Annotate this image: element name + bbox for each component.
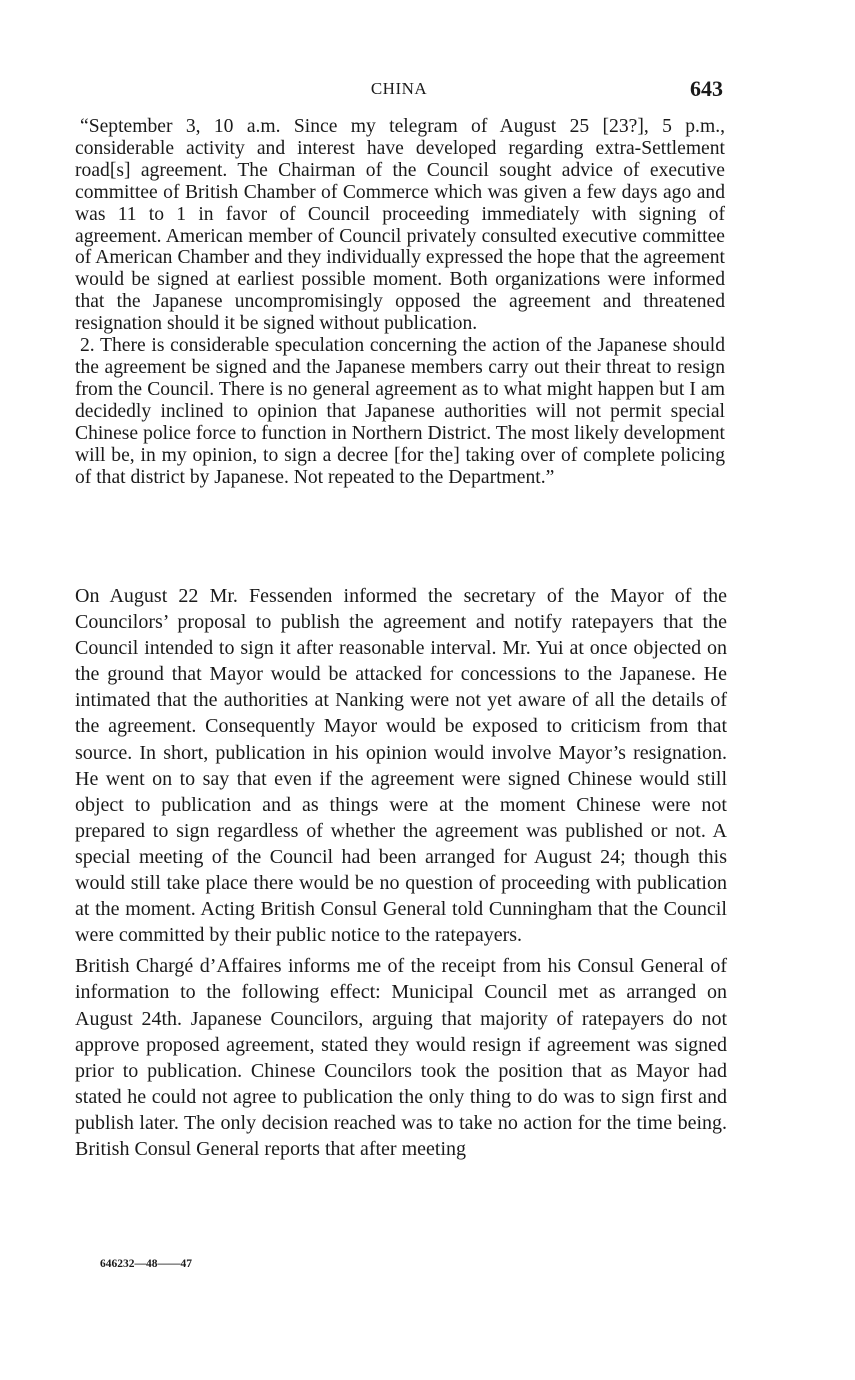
telegram-paragraph: “September 3, 10 a.m. Since my telegram of August 25 [23?], 5 p.m., considerable activity and interest have developed regarding extra-Settlement road[s] agreement. The Chairman of the Council sought advice of executive committee of British Chamber of Commerce which was given a few days ago and was 11 to 1 in favor of Council proceeding immediately with signing of agreement. American member of Council privately consulted executive committee of American Chamber and they individually expressed the hope that the agreement would be signed at earliest possible moment. Both organizations were informed that the Japanese uncompromisingly opposed the agreement and threatened resignation should it be signed without publication. <box>75 116 725 335</box>
quoted-telegram <box>75 116 725 488</box>
page-number: 643 <box>690 76 723 101</box>
page-header <box>75 76 723 102</box>
body-paragraph: British Chargé d’Affaires informs me of the receipt from his Consul General of information to the following effect: Municipal Council met as arranged on August 24th. Japanese Councilors, arguing that majority of ratepayers do not approve proposed agreement, stated they would resign if agreement was signed prior to publication. Chinese Councilors took the position that as Mayor had stated he could not agree to publication the only thing to do was to sign first and publish later. The only decision reached was to take no action for the time being. British Consul General reports that after meeting <box>75 955 727 1160</box>
print-code: 646232—48——47 <box>100 1258 192 1270</box>
body-paragraph: On August 22 Mr. Fessenden informed the secretary of the Mayor of the Councilors’ proposal to publish the agreement and notify ratepayers that the Council intended to sign it after reasonable interval. Mr. Yui at once objected on the ground that Mayor would be attacked for concessions to the Japanese. He intimated that the authorities at Nanking were not yet aware of all the details of the agreement. Consequently Mayor would be exposed to criticism from that source. In short, publication in his opinion would involve Mayor’s resignation. He went on to say that even if the agreement were signed Chinese would still object to publication and as things were at the moment Chinese were not prepared to sign regardless of whether the agreement was published or not. A special meeting of the Council had been arranged for August 24; though this would still take place there would be no question of proceeding with publication at the moment. Acting British Consul General told Cunningham that the Council were committed by their public notice to the ratepayers. <box>75 585 727 947</box>
running-head: CHINA <box>370 79 428 98</box>
telegram-paragraph: 2. There is considerable speculation concerning the action of the Japanese should the agreement be signed and the Japanese members carry out their threat to resign from the Council. There is no general agreement as to what might happen but I am decidedly inclined to opinion that Japanese authorities will not permit special Chinese police force to function in Northern District. The most likely development will be, in my opinion, to sign a decree [for the] taking over of complete policing of that district by Japanese. Not repeated to the Department.” <box>75 335 725 488</box>
body-text <box>75 583 727 1167</box>
